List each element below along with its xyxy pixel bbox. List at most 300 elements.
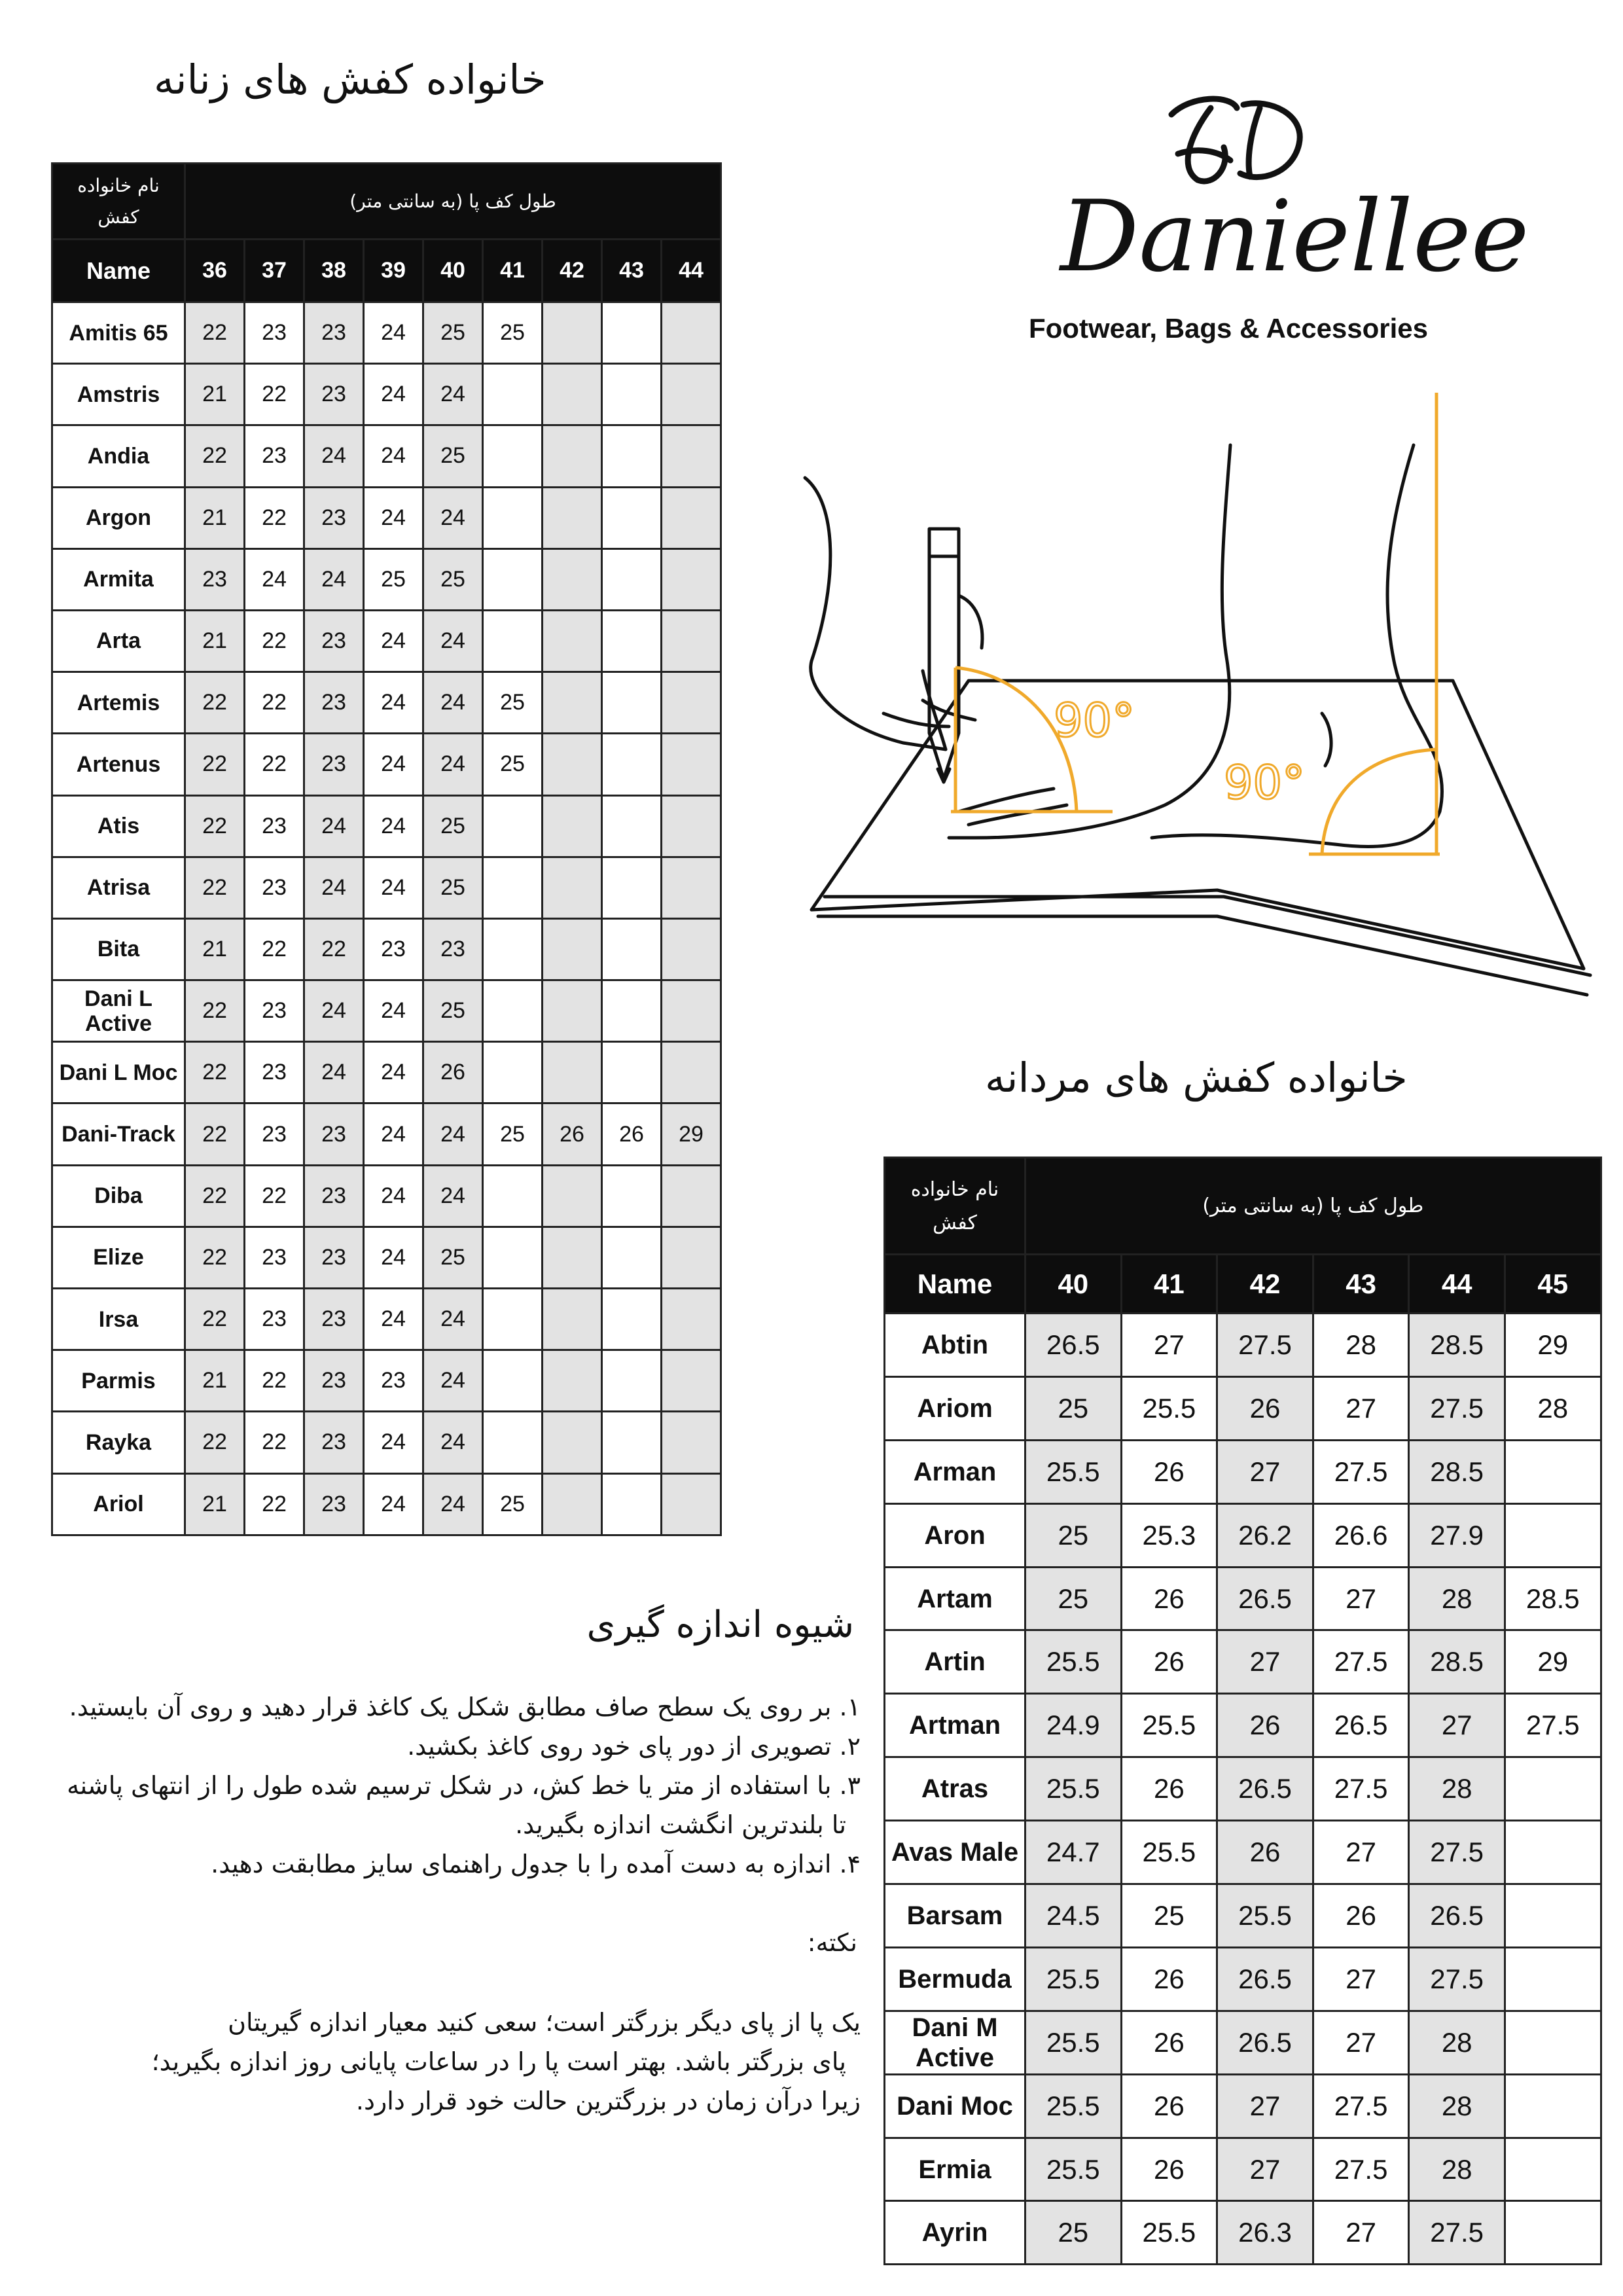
table-row bbox=[52, 1042, 721, 1103]
size-header: 42 bbox=[543, 240, 602, 302]
size-cell: 23 bbox=[245, 1289, 304, 1350]
size-cell: 22 bbox=[245, 487, 304, 548]
size-cell: 24 bbox=[364, 1227, 423, 1288]
size-cell: 22 bbox=[185, 980, 245, 1042]
size-cell: 26 bbox=[1121, 1757, 1217, 1821]
size-cell: 27.5 bbox=[1409, 1821, 1505, 1884]
table-row bbox=[52, 487, 721, 548]
size-header: 40 bbox=[423, 240, 483, 302]
size-cell: 26 bbox=[1217, 1694, 1313, 1757]
size-cell bbox=[1505, 2074, 1601, 2138]
brand-monogram-icon bbox=[1152, 88, 1315, 187]
size-cell bbox=[602, 795, 662, 857]
size-cell: 24 bbox=[423, 1103, 483, 1165]
size-cell: 28 bbox=[1505, 1376, 1601, 1440]
size-cell bbox=[543, 1227, 602, 1288]
size-cell bbox=[662, 610, 721, 672]
size-cell: 28 bbox=[1409, 2011, 1505, 2074]
size-header: 37 bbox=[245, 240, 304, 302]
size-cell bbox=[602, 980, 662, 1042]
size-cell: 23 bbox=[304, 1227, 364, 1288]
size-cell: 23 bbox=[304, 1412, 364, 1473]
measure-step: ۳. با استفاده از متر یا خط کش، در شکل ترسیم شده طول را از انتهای پاشنه bbox=[67, 1771, 861, 1800]
size-cell bbox=[483, 364, 543, 425]
size-cell: 24 bbox=[364, 857, 423, 918]
size-cell: 28 bbox=[1313, 1314, 1409, 1377]
size-cell: 29 bbox=[1505, 1630, 1601, 1694]
table-row bbox=[885, 1440, 1601, 1503]
header-name: Name bbox=[52, 240, 185, 302]
size-cell: 27.5 bbox=[1217, 1314, 1313, 1377]
size-cell: 22 bbox=[185, 425, 245, 487]
size-cell: 22 bbox=[304, 918, 364, 980]
size-cell: 27 bbox=[1217, 1440, 1313, 1503]
table-row bbox=[52, 1165, 721, 1227]
size-cell: 27.5 bbox=[1409, 1947, 1505, 2011]
size-cell: 26.5 bbox=[1217, 2011, 1313, 2074]
size-cell: 24 bbox=[304, 857, 364, 918]
size-cell: 27 bbox=[1313, 2201, 1409, 2265]
size-cell: 24 bbox=[423, 610, 483, 672]
model-name: Atrisa bbox=[52, 857, 185, 918]
size-cell: 22 bbox=[185, 1042, 245, 1103]
size-cell: 25 bbox=[1026, 1567, 1122, 1630]
size-cell: 23 bbox=[245, 1227, 304, 1288]
size-cell bbox=[483, 857, 543, 918]
model-name: Elize bbox=[52, 1227, 185, 1288]
size-cell: 24 bbox=[304, 425, 364, 487]
size-cell: 24 bbox=[364, 1165, 423, 1227]
table-row bbox=[885, 1757, 1601, 1821]
measure-step: ۴. اندازه به دست آمده را با جدول راهنمای سایز مطابقت دهید. bbox=[211, 1850, 861, 1878]
size-cell: 26.5 bbox=[1217, 1947, 1313, 2011]
size-cell: 25.5 bbox=[1026, 1947, 1122, 2011]
size-cell: 25 bbox=[423, 795, 483, 857]
model-name: Dani L Active bbox=[52, 980, 185, 1042]
size-cell: 27 bbox=[1217, 2138, 1313, 2201]
size-cell: 23 bbox=[245, 425, 304, 487]
size-cell bbox=[662, 1473, 721, 1535]
size-cell: 27 bbox=[1121, 1314, 1217, 1377]
men-title: خانواده کفش های مردانه bbox=[985, 1054, 1408, 1102]
model-name: Irsa bbox=[52, 1289, 185, 1350]
size-cell: 25.5 bbox=[1026, 2138, 1122, 2201]
model-name: Artenus bbox=[52, 734, 185, 795]
size-cell: 26 bbox=[1121, 1567, 1217, 1630]
header-family-name: نام خانواده کفش bbox=[52, 164, 185, 240]
size-cell: 26 bbox=[1121, 2011, 1217, 2074]
size-cell bbox=[483, 425, 543, 487]
size-cell bbox=[483, 980, 543, 1042]
size-cell: 26 bbox=[1217, 1376, 1313, 1440]
size-cell: 24 bbox=[423, 1473, 483, 1535]
size-cell: 26 bbox=[1121, 1630, 1217, 1694]
size-cell bbox=[662, 425, 721, 487]
model-name: Argon bbox=[52, 487, 185, 548]
measure-title: شیوه اندازه گیری bbox=[586, 1604, 854, 1646]
size-cell: 25.5 bbox=[1026, 1757, 1122, 1821]
size-cell: 24 bbox=[364, 1042, 423, 1103]
table-row bbox=[52, 1289, 721, 1350]
size-cell bbox=[543, 1350, 602, 1412]
size-cell bbox=[662, 795, 721, 857]
size-cell bbox=[543, 1473, 602, 1535]
size-cell: 25 bbox=[423, 425, 483, 487]
size-cell: 25 bbox=[1026, 2201, 1122, 2265]
size-cell bbox=[543, 1289, 602, 1350]
size-cell: 22 bbox=[185, 302, 245, 364]
table-row bbox=[885, 1821, 1601, 1884]
size-cell bbox=[602, 302, 662, 364]
table-row bbox=[885, 2074, 1601, 2138]
size-header: 44 bbox=[1409, 1255, 1505, 1314]
size-cell: 28 bbox=[1409, 2138, 1505, 2201]
size-cell: 25 bbox=[423, 1227, 483, 1288]
header-name: Name bbox=[885, 1255, 1026, 1314]
size-cell: 26 bbox=[423, 1042, 483, 1103]
size-cell: 24 bbox=[423, 1289, 483, 1350]
model-name: Ayrin bbox=[885, 2201, 1026, 2265]
size-cell: 22 bbox=[185, 1103, 245, 1165]
size-cell bbox=[602, 548, 662, 610]
table-row bbox=[885, 1376, 1601, 1440]
size-cell: 27 bbox=[1313, 1376, 1409, 1440]
size-cell bbox=[662, 980, 721, 1042]
table-row bbox=[885, 1503, 1601, 1567]
model-name: Artam bbox=[885, 1567, 1026, 1630]
model-name: Diba bbox=[52, 1165, 185, 1227]
size-cell bbox=[602, 1227, 662, 1288]
size-header: 44 bbox=[662, 240, 721, 302]
men-size-table bbox=[883, 1157, 1602, 2265]
table-row bbox=[885, 2138, 1601, 2201]
model-name: Artman bbox=[885, 1694, 1026, 1757]
table-row bbox=[52, 1350, 721, 1412]
size-cell: 27 bbox=[1217, 1630, 1313, 1694]
size-cell: 25 bbox=[483, 1473, 543, 1535]
size-cell: 24 bbox=[245, 548, 304, 610]
size-cell: 27.5 bbox=[1313, 2138, 1409, 2201]
size-cell bbox=[602, 364, 662, 425]
size-cell: 25 bbox=[1121, 1884, 1217, 1948]
size-header: 45 bbox=[1505, 1255, 1601, 1314]
table-row bbox=[885, 1630, 1601, 1694]
size-cell: 23 bbox=[304, 1289, 364, 1350]
size-cell: 26.5 bbox=[1313, 1694, 1409, 1757]
size-header: 42 bbox=[1217, 1255, 1313, 1314]
women-title: خانواده کفش های زنانه bbox=[154, 56, 546, 103]
size-cell bbox=[543, 1165, 602, 1227]
model-name: Bita bbox=[52, 918, 185, 980]
size-cell: 22 bbox=[245, 672, 304, 734]
size-cell: 25 bbox=[483, 302, 543, 364]
size-cell: 22 bbox=[245, 1412, 304, 1473]
size-cell: 24 bbox=[364, 610, 423, 672]
size-cell: 22 bbox=[185, 1412, 245, 1473]
size-cell: 26 bbox=[543, 1103, 602, 1165]
model-name: Amitis 65 bbox=[52, 302, 185, 364]
size-cell: 25 bbox=[364, 548, 423, 610]
size-cell: 24 bbox=[423, 734, 483, 795]
size-cell bbox=[1505, 1821, 1601, 1884]
size-cell bbox=[483, 548, 543, 610]
size-cell: 22 bbox=[245, 1473, 304, 1535]
size-cell: 26.5 bbox=[1217, 1567, 1313, 1630]
size-cell: 24 bbox=[304, 795, 364, 857]
size-cell: 25 bbox=[423, 980, 483, 1042]
size-cell: 26 bbox=[1121, 2138, 1217, 2201]
size-cell: 25.3 bbox=[1121, 1503, 1217, 1567]
size-cell: 28.5 bbox=[1409, 1630, 1505, 1694]
size-header: 41 bbox=[483, 240, 543, 302]
table-row bbox=[52, 302, 721, 364]
size-cell bbox=[483, 918, 543, 980]
size-cell bbox=[543, 425, 602, 487]
size-cell bbox=[602, 1473, 662, 1535]
model-name: Atis bbox=[52, 795, 185, 857]
size-cell: 24.7 bbox=[1026, 1821, 1122, 1884]
size-cell: 25.5 bbox=[1121, 2201, 1217, 2265]
model-name: Arta bbox=[52, 610, 185, 672]
size-cell bbox=[662, 1289, 721, 1350]
measure-step: ۲. تصویری از دور پای خود روی کاغذ بکشید. bbox=[407, 1732, 861, 1761]
size-cell: 23 bbox=[304, 1165, 364, 1227]
model-name: Armita bbox=[52, 548, 185, 610]
table-row bbox=[885, 1314, 1601, 1377]
table-row bbox=[52, 1473, 721, 1535]
size-cell bbox=[1505, 1884, 1601, 1948]
size-cell: 27.5 bbox=[1313, 2074, 1409, 2138]
size-header: 40 bbox=[1026, 1255, 1122, 1314]
size-cell: 24 bbox=[423, 672, 483, 734]
model-name: Avas Male bbox=[885, 1821, 1026, 1884]
size-cell: 24 bbox=[364, 734, 423, 795]
header-foot-length: طول کف پا (به سانتی متر) bbox=[1026, 1158, 1601, 1255]
size-cell: 24 bbox=[364, 487, 423, 548]
size-cell: 25 bbox=[483, 1103, 543, 1165]
size-header: 39 bbox=[364, 240, 423, 302]
size-cell: 27.9 bbox=[1409, 1503, 1505, 1567]
table-row bbox=[885, 2201, 1601, 2265]
table-row bbox=[52, 364, 721, 425]
size-cell bbox=[543, 672, 602, 734]
table-row bbox=[885, 1884, 1601, 1948]
size-cell: 23 bbox=[245, 795, 304, 857]
size-cell: 25.5 bbox=[1026, 1630, 1122, 1694]
model-name: Dani Moc bbox=[885, 2074, 1026, 2138]
size-cell: 26.5 bbox=[1026, 1314, 1122, 1377]
table-row bbox=[52, 795, 721, 857]
measure-step: تا بلندترین انگشت اندازه بگیرید. bbox=[515, 1810, 846, 1839]
model-name: Dani-Track bbox=[52, 1103, 185, 1165]
size-cell: 25 bbox=[423, 857, 483, 918]
size-cell bbox=[1505, 2201, 1601, 2265]
size-cell: 23 bbox=[304, 1473, 364, 1535]
size-cell: 28 bbox=[1409, 1757, 1505, 1821]
table-row bbox=[885, 1947, 1601, 2011]
size-cell: 24 bbox=[304, 548, 364, 610]
measure-steps bbox=[67, 1687, 861, 1884]
model-name: Andia bbox=[52, 425, 185, 487]
model-name: Barsam bbox=[885, 1884, 1026, 1948]
size-cell: 24 bbox=[364, 425, 423, 487]
size-cell: 25 bbox=[1026, 1376, 1122, 1440]
size-cell: 27.5 bbox=[1313, 1440, 1409, 1503]
size-cell bbox=[602, 857, 662, 918]
size-cell: 21 bbox=[185, 918, 245, 980]
size-cell bbox=[543, 980, 602, 1042]
size-cell: 24 bbox=[423, 487, 483, 548]
size-cell bbox=[662, 918, 721, 980]
size-cell: 22 bbox=[185, 857, 245, 918]
size-cell: 22 bbox=[245, 364, 304, 425]
size-cell: 21 bbox=[185, 487, 245, 548]
size-cell: 24 bbox=[423, 1165, 483, 1227]
size-cell: 24 bbox=[364, 1412, 423, 1473]
model-name: Arman bbox=[885, 1440, 1026, 1503]
foot-measuring-illustration bbox=[798, 386, 1610, 1001]
size-cell: 27 bbox=[1313, 2011, 1409, 2074]
model-name: Atras bbox=[885, 1757, 1026, 1821]
size-cell: 22 bbox=[185, 1227, 245, 1288]
size-cell: 23 bbox=[304, 364, 364, 425]
size-cell: 23 bbox=[304, 672, 364, 734]
size-cell: 23 bbox=[245, 302, 304, 364]
size-cell: 24 bbox=[364, 1103, 423, 1165]
note-lines bbox=[152, 2003, 861, 2121]
table-row bbox=[52, 918, 721, 980]
size-cell: 26.6 bbox=[1313, 1503, 1409, 1567]
model-name: Amstris bbox=[52, 364, 185, 425]
size-cell bbox=[543, 364, 602, 425]
size-cell: 21 bbox=[185, 1350, 245, 1412]
size-cell: 23 bbox=[245, 1103, 304, 1165]
size-cell: 25.5 bbox=[1121, 1376, 1217, 1440]
size-cell bbox=[543, 918, 602, 980]
table-row bbox=[52, 1227, 721, 1288]
size-cell bbox=[543, 1412, 602, 1473]
size-cell: 29 bbox=[1505, 1314, 1601, 1377]
header-family-name: نام خانواده کفش bbox=[885, 1158, 1026, 1255]
table-row bbox=[52, 548, 721, 610]
size-cell bbox=[1505, 1757, 1601, 1821]
size-cell: 26 bbox=[602, 1103, 662, 1165]
size-cell bbox=[543, 857, 602, 918]
size-cell: 24 bbox=[364, 364, 423, 425]
angle-label-1: 90° bbox=[1054, 694, 1135, 747]
table-row bbox=[52, 672, 721, 734]
size-cell bbox=[662, 1165, 721, 1227]
model-name: Parmis bbox=[52, 1350, 185, 1412]
size-cell: 22 bbox=[185, 672, 245, 734]
size-cell bbox=[1505, 2138, 1601, 2201]
model-name: Dani M Active bbox=[885, 2011, 1026, 2074]
model-name: Ermia bbox=[885, 2138, 1026, 2201]
size-cell: 25 bbox=[423, 302, 483, 364]
size-cell: 24 bbox=[423, 1350, 483, 1412]
size-cell bbox=[1505, 2011, 1601, 2074]
size-cell bbox=[662, 1227, 721, 1288]
table-row bbox=[52, 980, 721, 1042]
brand-name: Daniellee bbox=[1060, 180, 1529, 294]
size-cell: 24.9 bbox=[1026, 1694, 1122, 1757]
size-cell: 26.5 bbox=[1217, 1757, 1313, 1821]
model-name: Bermuda bbox=[885, 1947, 1026, 2011]
note-line: زیرا درآن زمان در بزرگترین حالت خود قرار دارد. bbox=[355, 2087, 861, 2115]
size-cell: 28.5 bbox=[1409, 1440, 1505, 1503]
size-cell bbox=[602, 487, 662, 548]
size-header: 43 bbox=[1313, 1255, 1409, 1314]
size-cell bbox=[483, 610, 543, 672]
size-cell bbox=[483, 1412, 543, 1473]
size-cell bbox=[662, 734, 721, 795]
size-cell: 24 bbox=[364, 795, 423, 857]
size-cell: 23 bbox=[304, 1103, 364, 1165]
size-cell: 22 bbox=[245, 734, 304, 795]
model-name: Abtin bbox=[885, 1314, 1026, 1377]
size-cell: 27 bbox=[1409, 1694, 1505, 1757]
size-cell: 27.5 bbox=[1409, 1376, 1505, 1440]
size-cell: 24 bbox=[423, 364, 483, 425]
size-cell: 26.2 bbox=[1217, 1503, 1313, 1567]
size-cell bbox=[483, 1165, 543, 1227]
model-name: Ariom bbox=[885, 1376, 1026, 1440]
size-cell: 23 bbox=[245, 980, 304, 1042]
size-cell: 22 bbox=[245, 1350, 304, 1412]
measure-step: ۱. بر روی یک سطح صاف مطابق شکل یک کاغذ قرار دهید و روی آن بایستید. bbox=[69, 1693, 861, 1721]
size-cell bbox=[662, 1350, 721, 1412]
size-cell: 24 bbox=[364, 1473, 423, 1535]
size-cell: 26.3 bbox=[1217, 2201, 1313, 2265]
size-header: 43 bbox=[602, 240, 662, 302]
size-cell: 23 bbox=[245, 857, 304, 918]
size-cell bbox=[602, 425, 662, 487]
size-cell: 21 bbox=[185, 610, 245, 672]
size-cell: 25.5 bbox=[1026, 1440, 1122, 1503]
size-cell bbox=[483, 1289, 543, 1350]
size-cell: 24 bbox=[364, 672, 423, 734]
size-cell bbox=[662, 487, 721, 548]
size-cell: 23 bbox=[304, 610, 364, 672]
size-cell: 23 bbox=[364, 1350, 423, 1412]
size-cell: 21 bbox=[185, 364, 245, 425]
size-cell: 25.5 bbox=[1121, 1821, 1217, 1884]
size-cell: 25.5 bbox=[1121, 1694, 1217, 1757]
note-line: یک پا از پای دیگر بزرگتر است؛ سعی کنید معیار اندازه گیریتان bbox=[228, 2008, 861, 2037]
size-cell bbox=[662, 548, 721, 610]
size-cell bbox=[602, 610, 662, 672]
size-cell: 27.5 bbox=[1409, 2201, 1505, 2265]
model-name: Dani L Moc bbox=[52, 1042, 185, 1103]
size-cell: 26 bbox=[1121, 2074, 1217, 2138]
size-cell: 28.5 bbox=[1409, 1314, 1505, 1377]
size-cell bbox=[602, 672, 662, 734]
size-cell: 26 bbox=[1217, 1821, 1313, 1884]
size-cell bbox=[543, 734, 602, 795]
size-cell: 24 bbox=[304, 1042, 364, 1103]
size-cell: 27 bbox=[1313, 1567, 1409, 1630]
table-row bbox=[52, 1412, 721, 1473]
note-label: نکته: bbox=[807, 1928, 857, 1957]
table-row bbox=[885, 1567, 1601, 1630]
size-cell: 24 bbox=[364, 1289, 423, 1350]
size-cell: 22 bbox=[185, 795, 245, 857]
size-cell: 26 bbox=[1121, 1440, 1217, 1503]
size-cell bbox=[483, 487, 543, 548]
size-cell: 24 bbox=[364, 302, 423, 364]
size-cell: 25.5 bbox=[1026, 2074, 1122, 2138]
size-cell: 23 bbox=[245, 1042, 304, 1103]
